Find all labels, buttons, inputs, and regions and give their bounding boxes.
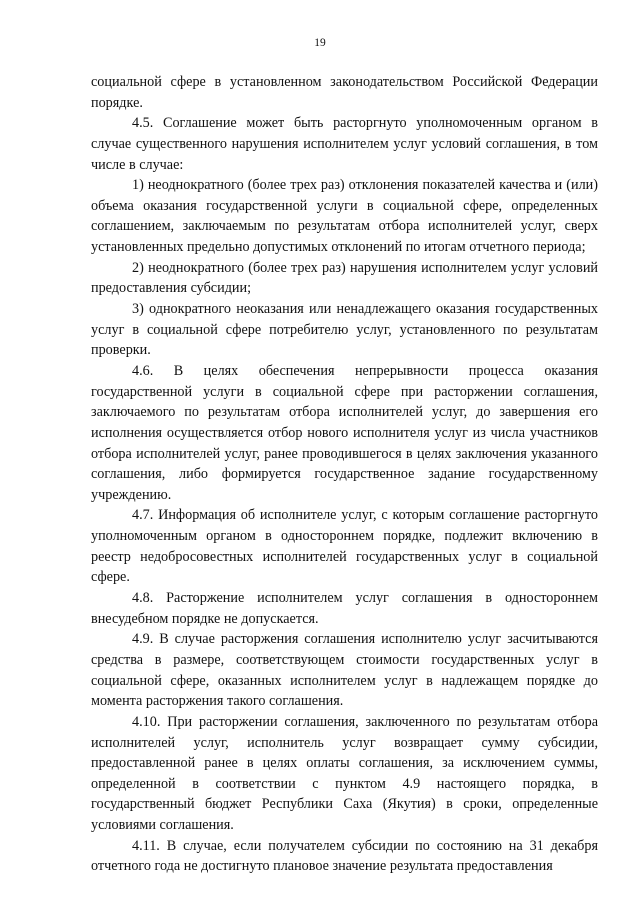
paragraph-4-11: 4.11. В случае, если получателем субсидии по состоянию на 31 декабря отчетного года не достигнуто плановое значение результата предоставления [91,837,598,875]
paragraph-4-9: 4.9. В случае расторжения соглашения исполнителю услуг засчитываются средства в размере, соответствующем стоимости государственных услуг в социальной сфере, оказанных исполнителем услуг в надлежащем порядке до момента расторжения такого соглашения. [91,631,598,710]
page-number: 19 [314,37,326,49]
paragraph-4-5-item-3: 3) однократного неоказания или ненадлежащего оказания государственных услуг в социальной сфере потребителю услуг, установленного по результатам проверки. [91,301,598,359]
paragraph-4-5-item-2: 2) неоднократного (более трех раз) нарушения исполнителем услуг условий предоставления субсидии; [91,259,598,297]
paragraph-continuation: социальной сфере в установленном законодательством Российской Федерации порядке. [91,74,598,111]
paragraph-4-10: 4.10. При расторжении соглашения, заключенного по результатам отбора исполнителей услуг, исполнитель услуг возвращает сумму субсидии, предоставленной ранее в целях оплаты соглашения, за исключением суммы, определенной в соответствии с пунктом 4.9 настоящего порядка, в государственный бюджет Республики Саха (Якутия) в сроки, определенные условиями соглашения. [91,713,598,834]
paragraph-4-5-item-1: 1) неоднократного (более трех раз) отклонения показателей качества и (или) объема оказания государственной услуги в социальной сфере, определенных соглашением, заключаемым по результатам отбора исполнителей услуг, сверх установленных предельно допустимых отклонений по итогам отчетного периода; [91,177,598,256]
document-body [91,72,598,877]
paragraph-4-6: 4.6. В целях обеспечения непрерывности процесса оказания государственной услуги в социальной сфере при расторжении соглашения, заключаемого по результатам отбора исполнителей услуг, до завершения его исполнения осуществляется отбор нового исполнителя услуг из числа участников отбора исполнителей услуг, ранее проводившегося в целях заключения указанного соглашения, либо формируется государственное задание государственному учреждению. [91,362,598,503]
paragraph-4-8: 4.8. Расторжение исполнителем услуг соглашения в одностороннем внесудебном порядке не допускается. [91,590,598,627]
paragraph-4-7: 4.7. Информация об исполнителе услуг, с которым соглашение расторгнуто уполномоченным органом в одностороннем порядке, подлежит включению в реестр недобросовестных исполнителей государственных услуг в социальной сфере. [91,507,598,586]
paragraph-4-5: 4.5. Соглашение может быть расторгнуто уполномоченным органом в случае существенного нарушения исполнителем услуг условий соглашения, в том числе в случае: [91,115,598,173]
